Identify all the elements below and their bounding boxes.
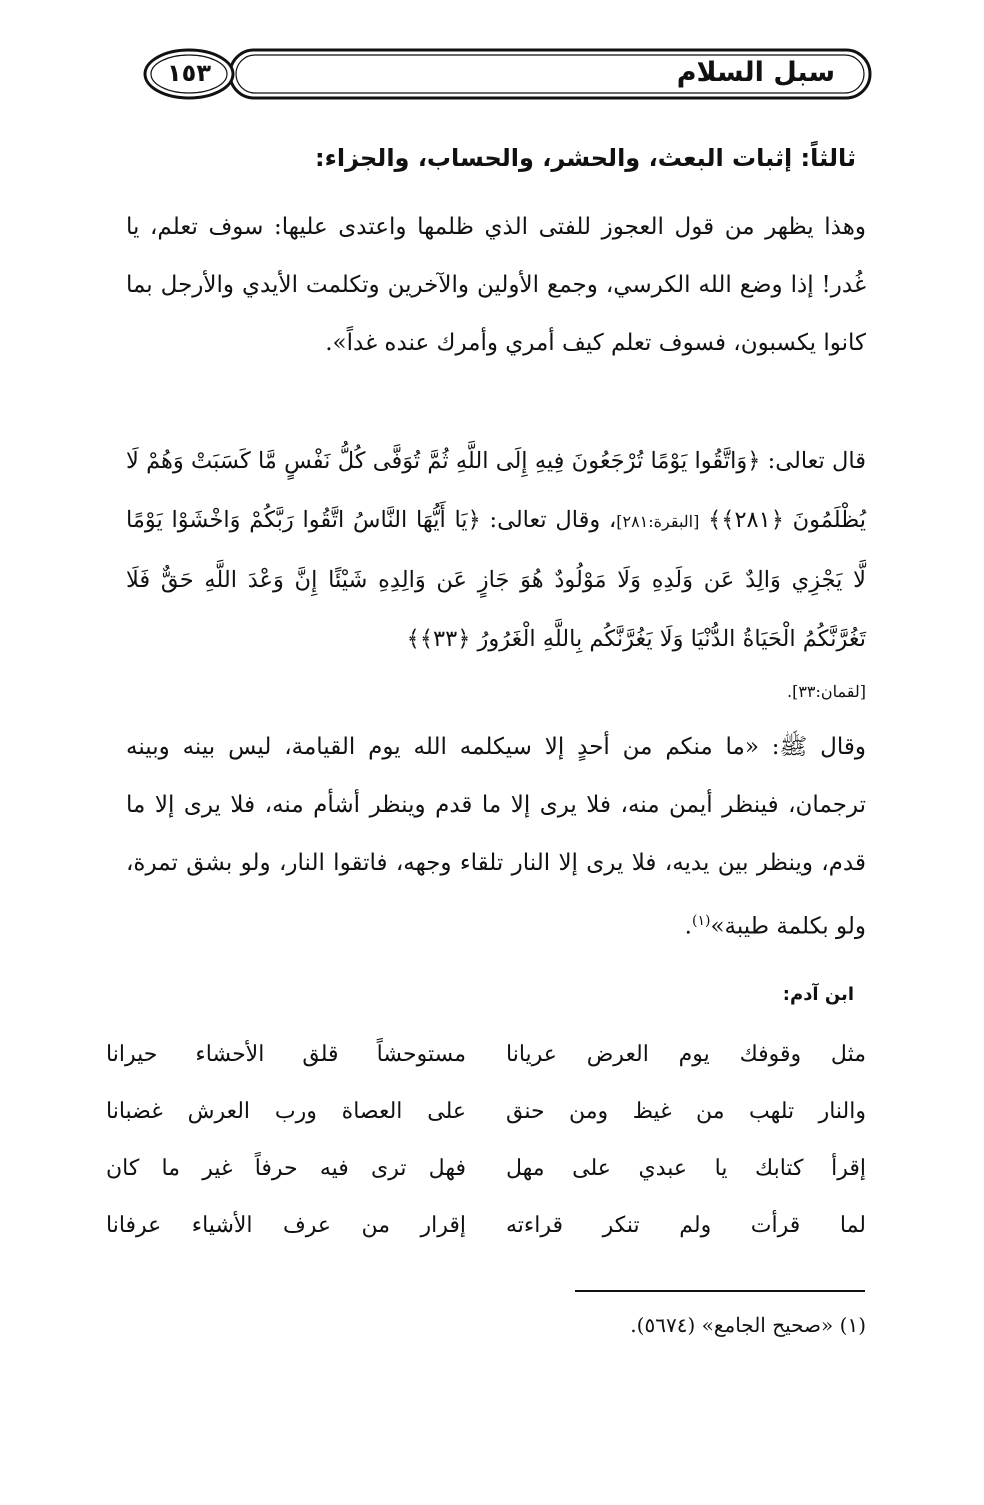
paragraph-3-hadith bbox=[126, 718, 866, 956]
verse-second-half: على العصاة ورب العرش غضبانا bbox=[106, 1098, 466, 1124]
verse-first-half: والنار تلهب من غيظ ومن حنق bbox=[506, 1098, 866, 1124]
page-number: ١٥٣ bbox=[167, 59, 211, 87]
footnote-marker: (١) bbox=[691, 913, 711, 929]
verse-second-half: مستوحشاً قلق الأحشاء حيرانا bbox=[106, 1041, 466, 1067]
book-title: سبل السلام bbox=[676, 57, 835, 88]
footnote-divider bbox=[575, 1290, 865, 1292]
poem-verse bbox=[106, 1083, 866, 1140]
footnote: (١) «صحيح الجامع» (٥٦٧٤). bbox=[630, 1313, 866, 1337]
verse-reference-1: [البقرة:٢٨١] bbox=[616, 512, 700, 531]
paragraph-2-quran bbox=[126, 432, 866, 711]
poem-heading: ابن آدم: bbox=[782, 984, 854, 1005]
poem-verse bbox=[106, 1197, 866, 1254]
verse-first-half: مثل وقوفك يوم العرض عريانا bbox=[506, 1041, 866, 1067]
page-header bbox=[140, 44, 875, 104]
section-heading: ثالثاً: إثبات البعث، والحشر، والحساب، والجزاء: bbox=[314, 144, 856, 172]
poem-verse bbox=[106, 1026, 866, 1083]
paragraph-1: وهذا يظهر من قول العجوز للفتى الذي ظلمها واعتدى عليها: سوف تعلم، يا غُدر! إذا وضع الله الكرسي، وجمع الأولين والآخرين وتكلمت الأيدي والأرجل بما كانوا يكسبون، فسوف تعلم كيف أمري وأمرك عنده غداً». bbox=[126, 214, 866, 356]
quran-verse-2: ، وقال تعالى: ﴿يَا أَيُّهَا النَّاسُ اتَّقُوا رَبَّكُمْ وَاخْشَوْا يَوْمًا لَّا يَجْزِي وَالِدٌ عَن وَلَدِهِ وَلَا مَوْلُودٌ هُوَ جَازٍ عَن وَالِدِهِ شَيْئًا إِنَّ وَعْدَ اللَّهِ حَقٌّ فَلَا تَغُرَّنَّكُمُ الْحَيَاةُ الدُّنْيَا وَلَا يَغُرَّنَّكُم بِاللَّهِ الْغَرُورُ ﴿٣٣﴾﴾ bbox=[126, 507, 866, 652]
verse-second-half: إقرار من عرف الأشياء عرفانا bbox=[106, 1212, 466, 1238]
verse-second-half: فهل ترى فيه حرفاً غير ما كان bbox=[106, 1155, 466, 1181]
quran-verse-1: قال تعالى: ﴿وَاتَّقُوا يَوْمًا تُرْجَعُونَ فِيهِ إِلَى اللَّهِ ثُمَّ تُوَفَّى كُلُّ نَفْسٍ مَّا كَسَبَتْ وَهُمْ لَا يُظْلَمُونَ ﴿٢٨١﴾﴾ bbox=[126, 448, 866, 533]
verse-first-half: لما قرأت ولم تنكر قراءته bbox=[506, 1212, 866, 1238]
hadith-text: وقال ﷺ: «ما منكم من أحدٍ إلا سيكلمه الله يوم القيامة، ليس بينه وبينه ترجمان، فينظر أيمن منه، فلا يرى إلا ما قدم وينظر أشأم منه، فلا يرى إلا ما قدم، وينظر بين يديه، فلا يرى إلا النار تلقاء وجهه، فاتقوا النار، ولو بشق تمرة، ولو بكلمة طيبة» bbox=[126, 734, 866, 940]
poem bbox=[106, 1026, 866, 1254]
verse-reference-2: [لقمان:٣٣]. bbox=[787, 682, 866, 701]
verse-first-half: إقرأ كتابك يا عبدي على مهل bbox=[506, 1155, 866, 1181]
hadith-end: . bbox=[684, 913, 692, 940]
poem-verse bbox=[106, 1140, 866, 1197]
